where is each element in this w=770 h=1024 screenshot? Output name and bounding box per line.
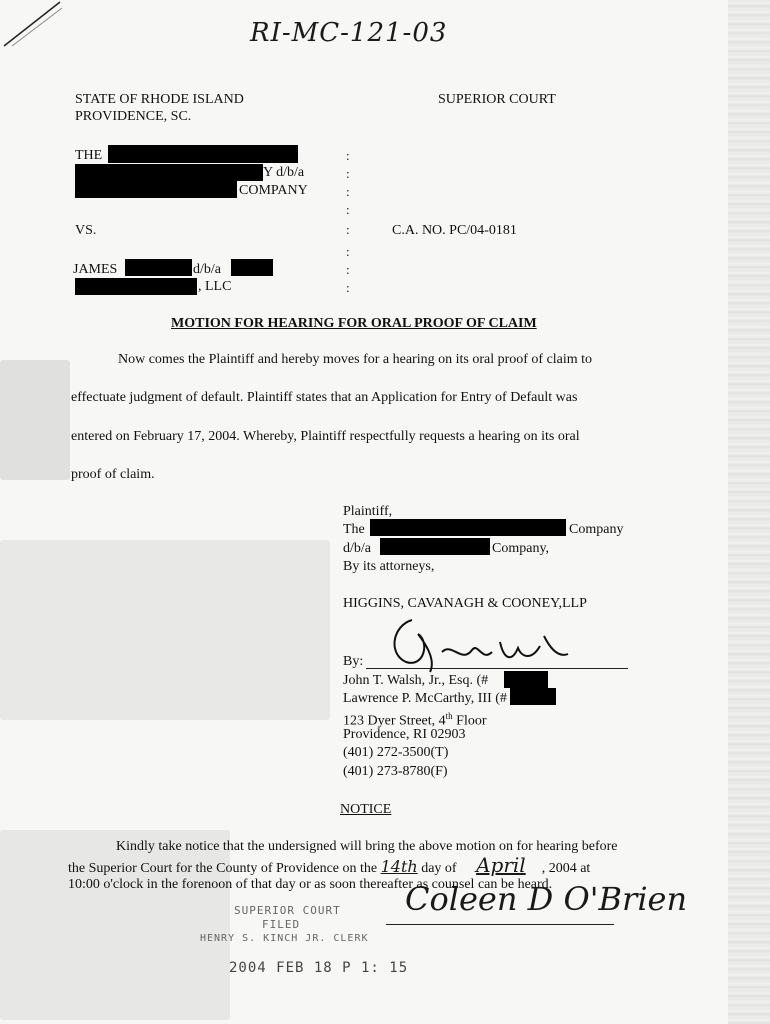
defendant-dba: d/b/a [193, 262, 221, 277]
motion-title: MOTION FOR HEARING FOR ORAL PROOF OF CLAIM [171, 316, 537, 331]
filing-stamp-line: SUPERIOR COURT [234, 904, 341, 917]
hearing-month: April [476, 853, 526, 877]
firm-fax: (401) 273-8780(F) [343, 764, 448, 779]
caption-colon: : [346, 262, 350, 277]
redaction-bar [75, 164, 263, 181]
notice-line-3: 10:00 o'clock in the forenoon of that day or as soon thereafter as counsel can be heard. [68, 877, 553, 892]
redaction-bar [370, 519, 566, 536]
sig-role: Plaintiff, [343, 504, 393, 519]
faint-bleed-through [0, 540, 330, 720]
filing-stamp-line: HENRY S. KINCH JR. CLERK [200, 933, 369, 944]
redaction-bar [504, 671, 548, 688]
redaction-bar [125, 259, 192, 276]
caption-colon: : [346, 280, 350, 295]
hearing-day: 14th [380, 857, 418, 876]
sig-the: The [343, 522, 365, 537]
redaction-bar [75, 181, 237, 198]
plaintiff-prefix: THE [75, 148, 103, 163]
redaction-bar [231, 259, 273, 276]
filing-stamp-date: 2004 FEB 18 P 1: 15 [229, 960, 409, 976]
corner-fold-mark [2, 0, 62, 48]
notice-line-1: Kindly take notice that the undersigned will bring the above motion on for hearing before [116, 839, 618, 854]
scan-edge-noise [728, 0, 770, 1024]
caption-colon: : [346, 244, 350, 259]
sig-dba: d/b/a [343, 541, 371, 556]
defendant-llc: , LLC [198, 279, 232, 294]
caption-vs: VS. [75, 223, 97, 238]
firm-address-1: 123 Dyer Street, 4th Floor [343, 711, 487, 729]
redaction-bar [75, 278, 197, 295]
law-firm: HIGGINS, CAVANAGH & COONEY,LLP [343, 596, 587, 611]
caption-county: PROVIDENCE, SC. [75, 109, 192, 124]
defendant-prefix: JAMES [73, 262, 118, 277]
filing-stamp-line: FILED [262, 918, 301, 931]
caption-colon: : [346, 166, 350, 181]
sig-company-1: Company [569, 522, 624, 537]
caption-state: STATE OF RHODE ISLAND [75, 92, 244, 107]
plaintiff-dba: Y d/b/a [263, 165, 305, 180]
caption-colon: : [346, 184, 350, 199]
notice-line-2: the Superior Court for the County of Providence on the 14th day of April , 2004 at [68, 853, 591, 877]
caption-court: SUPERIOR COURT [438, 92, 556, 107]
attorney-2: Lawrence P. McCarthy, III (# [343, 691, 507, 706]
counsel-signature: Coleen D O'Brien [405, 880, 688, 918]
redaction-bar [108, 145, 298, 163]
case-number: C.A. NO. PC/04-0181 [392, 223, 517, 238]
sig-by-attorneys: By its attorneys, [343, 559, 435, 574]
firm-phone: (401) 272-3500(T) [343, 745, 449, 760]
body-line: effectuate judgment of default. Plaintiff states that an Application for Entry of Default was [71, 390, 578, 405]
redaction-bar [510, 688, 556, 705]
sig-by-label: By: [343, 654, 364, 669]
attorney-1: John T. Walsh, Jr., Esq. (# [343, 673, 489, 688]
faint-bleed-through [0, 360, 70, 480]
attorney-signature-icon [372, 612, 572, 676]
redaction-bar [380, 538, 490, 555]
body-line: Now comes the Plaintiff and hereby moves for a hearing on its oral proof of claim to [118, 352, 593, 367]
notice-heading: NOTICE [340, 802, 392, 817]
caption-colon: : [346, 222, 350, 237]
firm-address-2: Providence, RI 02903 [343, 727, 466, 742]
sig-company-2: Company, [492, 541, 550, 556]
plaintiff-company: COMPANY [239, 183, 308, 198]
caption-colon: : [346, 202, 350, 217]
body-line: entered on February 17, 2004. Whereby, Plaintiff respectfully requests a hearing on its oral [71, 429, 580, 444]
caption-colon: : [346, 148, 350, 163]
body-line: proof of claim. [71, 467, 155, 482]
handwritten-case-number: RI-MC-121-03 [250, 18, 448, 48]
notice-signature-line [386, 924, 614, 925]
